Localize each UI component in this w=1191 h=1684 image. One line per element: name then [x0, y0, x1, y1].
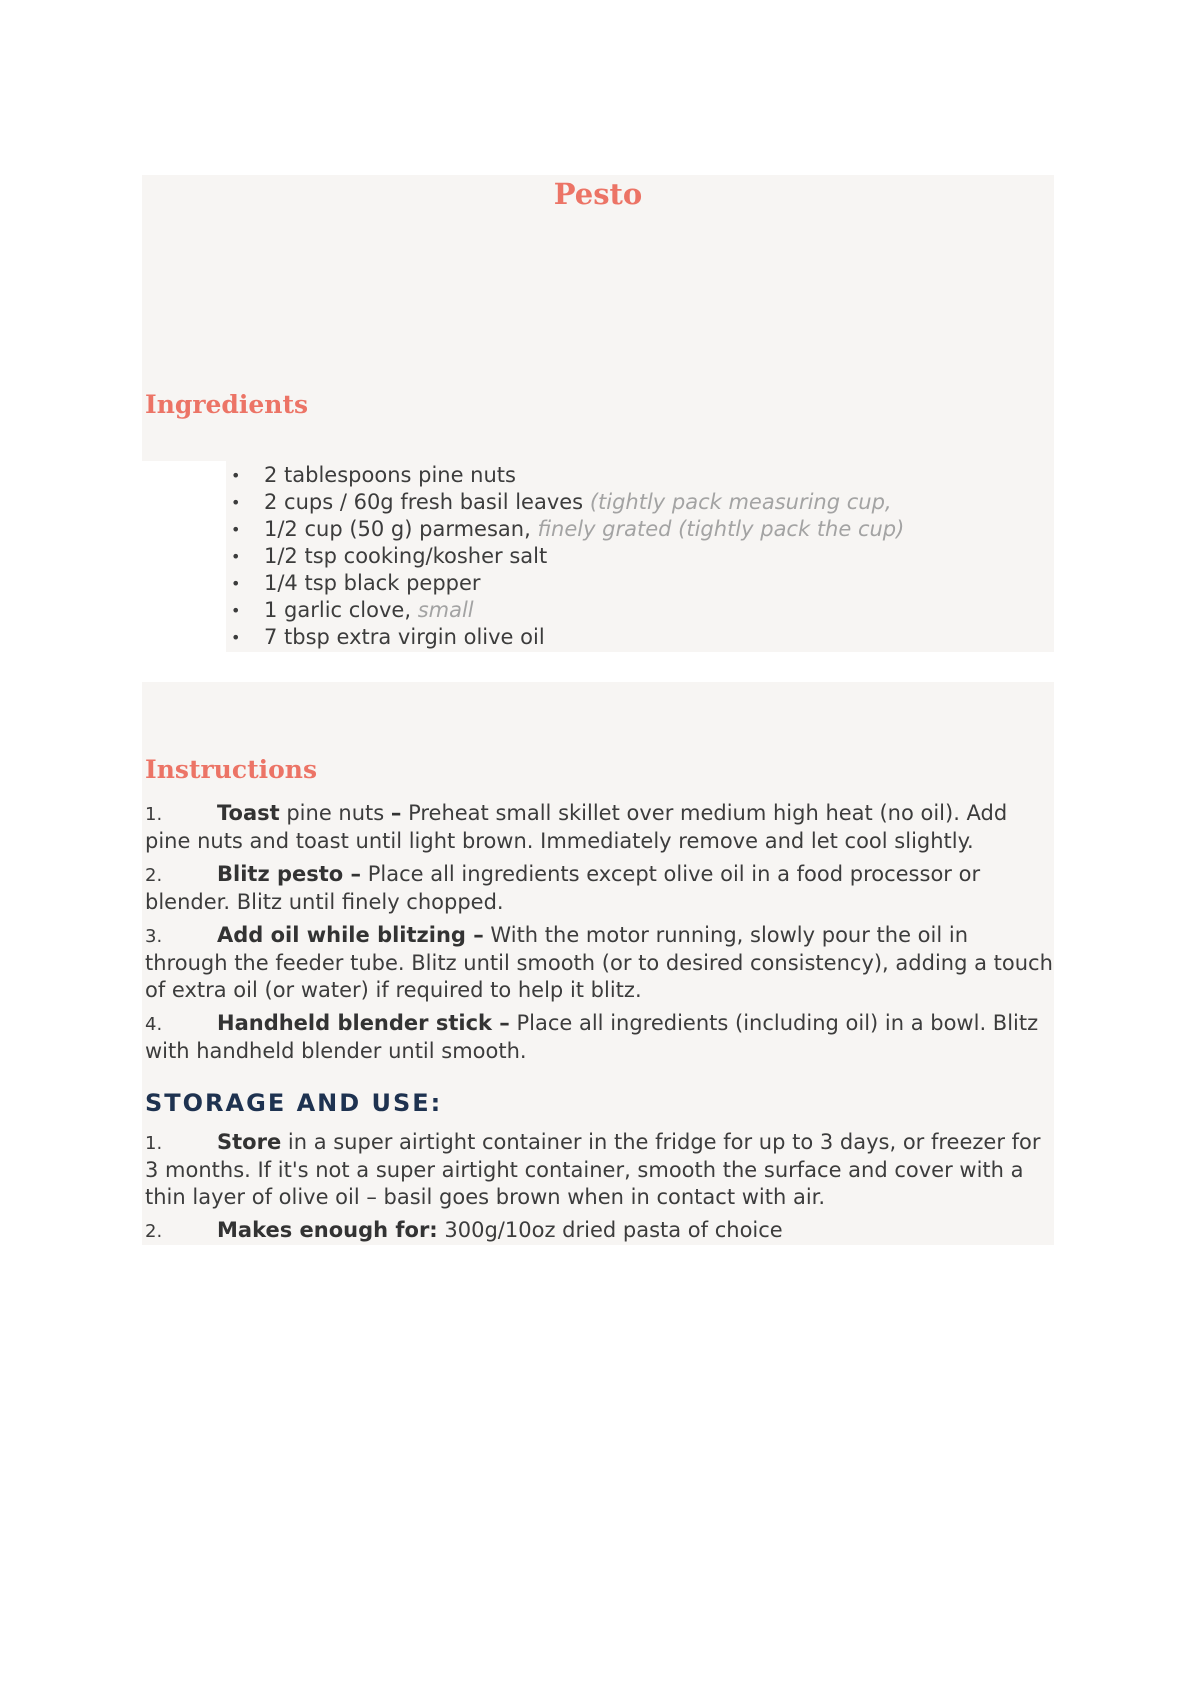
step-text: pine nuts — [279, 801, 391, 825]
bullet-icon: • — [231, 574, 241, 593]
list-item — [145, 861, 1055, 916]
step-number: 4. — [145, 1014, 163, 1035]
ingredient-text: 1/2 tsp cooking/kosher salt — [264, 544, 548, 568]
ingredients-heading: Ingredients — [145, 390, 309, 419]
step-number: 2. — [145, 1221, 163, 1242]
recipe-title: Pesto — [553, 177, 643, 211]
step-text: Place all ingredients except olive oil in a food processor or blender. Blitz until finely chopped. — [145, 862, 981, 914]
bullet-icon: • — [231, 520, 241, 539]
step-number: 1. — [145, 1133, 163, 1154]
list-item — [226, 516, 904, 543]
list-item — [145, 1217, 1055, 1245]
bullet-icon: • — [231, 628, 241, 647]
ingredient-text: 2 tablespoons pine nuts — [264, 463, 516, 487]
step-text: in a super airtight container in the fridge for up to 3 days, or freezer for 3 months. If it's not a super airtight container, smooth the surface and cover with a thin layer of olive oil – basil goes brown when in contact with air. — [145, 1130, 1041, 1209]
step-text: Place all ingredients (including oil) in a bowl. Blitz with handheld blender until smooth. — [145, 1011, 1039, 1063]
step-text: Preheat small skillet over medium high heat (no oil). Add pine nuts and toast until light brown. Immediately remove and let cool slightly. — [145, 801, 1008, 853]
bullet-icon: • — [231, 547, 241, 566]
list-item — [226, 624, 904, 651]
list-item — [226, 489, 904, 516]
ingredient-note: finely grated (tightly pack the cup) — [537, 517, 905, 541]
step-title: Add oil while blitzing – — [217, 923, 484, 947]
instructions-list — [145, 800, 1055, 1071]
step-number: 1. — [145, 804, 163, 825]
step-number: 3. — [145, 926, 163, 947]
step-title: Toast — [217, 801, 280, 825]
ingredient-text: 2 cups / 60g fresh basil leaves — [264, 490, 590, 514]
ingredient-text: 7 tbsp extra virgin olive oil — [264, 625, 545, 649]
step-title: Makes enough for: — [217, 1218, 438, 1242]
bullet-icon: • — [231, 493, 241, 512]
storage-list — [145, 1129, 1055, 1251]
ingredient-text: 1/4 tsp black pepper — [264, 571, 481, 595]
bullet-icon: • — [231, 466, 241, 485]
step-dash: – — [390, 801, 402, 825]
step-text: 300g/10oz dried pasta of choice — [437, 1218, 783, 1242]
step-title: Store — [217, 1130, 282, 1154]
instructions-heading: Instructions — [145, 755, 318, 784]
list-item — [226, 570, 904, 597]
list-item — [145, 1129, 1055, 1211]
list-item — [145, 800, 1055, 855]
list-item — [145, 922, 1055, 1004]
ingredient-text: 1/2 cup (50 g) parmesan, — [264, 517, 538, 541]
ingredient-text: 1 garlic clove, — [264, 598, 418, 622]
list-item — [145, 1010, 1055, 1065]
list-item — [226, 543, 904, 570]
step-title: Blitz pesto – — [217, 862, 362, 886]
ingredients-list — [226, 462, 904, 651]
ingredient-note: (tightly pack measuring cup, — [589, 490, 892, 514]
bullet-icon: • — [231, 601, 241, 620]
list-item — [226, 462, 904, 489]
ingredient-note: small — [417, 598, 474, 622]
step-title: Handheld blender stick – — [217, 1011, 510, 1035]
list-item — [226, 597, 904, 624]
step-number: 2. — [145, 865, 163, 886]
step-text: With the motor running, slowly pour the oil in through the feeder tube. Blitz until smooth (or to desired consistency), adding a touch of extra oil (or water) if required to help it blitz. — [145, 923, 1053, 1002]
storage-heading: STORAGE AND USE: — [145, 1089, 443, 1117]
